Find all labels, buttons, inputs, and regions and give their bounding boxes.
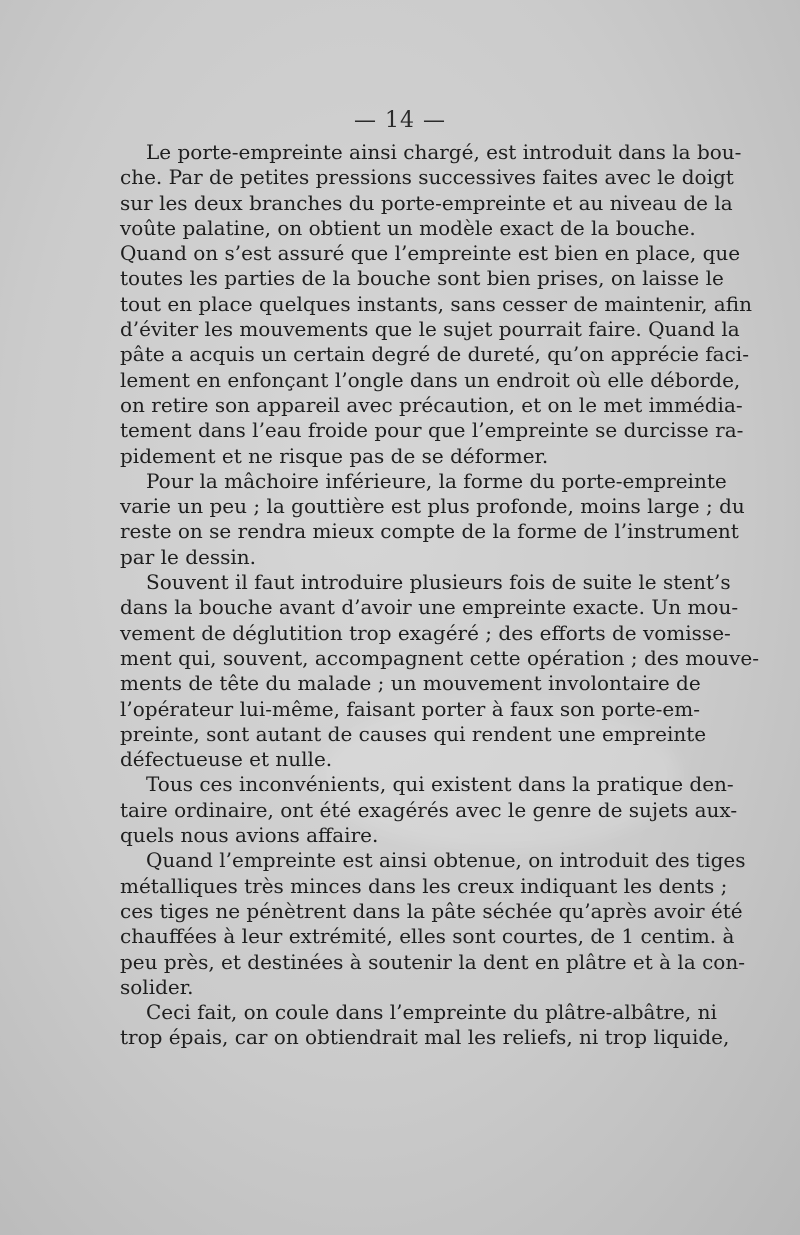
text-line: ces tiges ne pénètrent dans la pâte séchée qu’après avoir été — [120, 898, 743, 923]
paragraph-6 — [120, 1000, 730, 1051]
text-line: Quand on s’est assuré que l’empreinte est bien en place, que — [120, 241, 741, 266]
text-line: dans la bouche avant d’avoir une empreinte exacte. Un mou- — [120, 595, 739, 620]
text-line: Tous ces inconvénients, qui existent dans la pratique den- — [146, 772, 734, 797]
text-line: d’éviter les mouvements que le sujet pourrait faire. Quand la — [120, 317, 740, 342]
paragraph-4 — [120, 772, 738, 848]
text-line: tement dans l’eau froide pour que l’empreinte se durcisse ra- — [120, 418, 744, 443]
text-line: preinte, sont autant de causes qui rendent une empreinte — [120, 721, 707, 746]
text-line: pâte a acquis un certain degré de dureté, qu’on apprécie faci- — [120, 342, 749, 367]
text-line: peu près, et destinées à soutenir la dent en plâtre et à la con- — [120, 949, 745, 974]
text-line: lement en enfonçant l’ongle dans un endroit où elle déborde, — [120, 367, 741, 392]
text-line: Pour la mâchoire inférieure, la forme du porte-empreinte — [146, 468, 727, 493]
text-line: Le porte-empreinte ainsi chargé, est introduit dans la bou- — [146, 140, 742, 164]
page-number: — 14 — — [354, 108, 446, 133]
text-line: che. Par de petites pressions successives faites avec le doigt — [120, 165, 734, 190]
text-line: varie un peu ; la gouttière est plus profonde, moins large ; du — [120, 494, 745, 519]
paragraph-5 — [120, 848, 746, 1000]
text-line: solider. — [120, 974, 194, 999]
text-line: l’opérateur lui-même, faisant porter à faux son porte-em- — [120, 696, 700, 721]
text-line: Quand l’empreinte est ainsi obtenue, on introduit des tiges — [146, 848, 746, 873]
text-line: trop épais, car on obtiendrait mal les reliefs, ni trop liquide, — [120, 1025, 730, 1050]
text-line: sur les deux branches du porte-empreinte et au niveau de la — [120, 190, 733, 215]
text-line: Ceci fait, on coule dans l’empreinte du plâtre-albâtre, ni — [146, 1000, 717, 1025]
text-line: métalliques très minces dans les creux indiquant les dents ; — [120, 873, 728, 898]
text-line: chauffées à leur extrémité, elles sont courtes, de 1 centim. à — [120, 924, 735, 949]
text-line: taire ordinaire, ont été exagérés avec le genre de sujets aux- — [120, 797, 738, 822]
text-line: défectueuse et nulle. — [120, 747, 333, 772]
text-line: pidement et ne risque pas de se déformer. — [120, 443, 549, 468]
text-line: voûte palatine, on obtient un modèle exact de la bouche. — [120, 215, 696, 240]
text-line: reste on se rendra mieux compte de la forme de l’instrument — [120, 519, 739, 544]
body-text — [120, 140, 759, 1051]
text-line: toutes les parties de la bouche sont bien prises, on laisse le — [120, 266, 724, 291]
text-line: vement de déglutition trop exagéré ; des efforts de vomisse- — [120, 620, 731, 645]
text-line: quels nous avions affaire. — [120, 823, 379, 848]
text-line: on retire son appareil avec précaution, et on le met immédia- — [120, 392, 743, 417]
paragraph-3 — [120, 570, 759, 772]
paragraph-1 — [120, 140, 752, 469]
text-line: Souvent il faut introduire plusieurs fois de suite le stent’s — [146, 570, 731, 595]
text-line: ments de tête du malade ; un mouvement involontaire de — [120, 671, 701, 696]
text-line: par le dessin. — [120, 544, 257, 569]
text-line: tout en place quelques instants, sans cesser de maintenir, afin — [120, 291, 752, 316]
text-line: ment qui, souvent, accompagnent cette opération ; des mouve- — [120, 645, 759, 670]
paragraph-2 — [120, 468, 745, 570]
